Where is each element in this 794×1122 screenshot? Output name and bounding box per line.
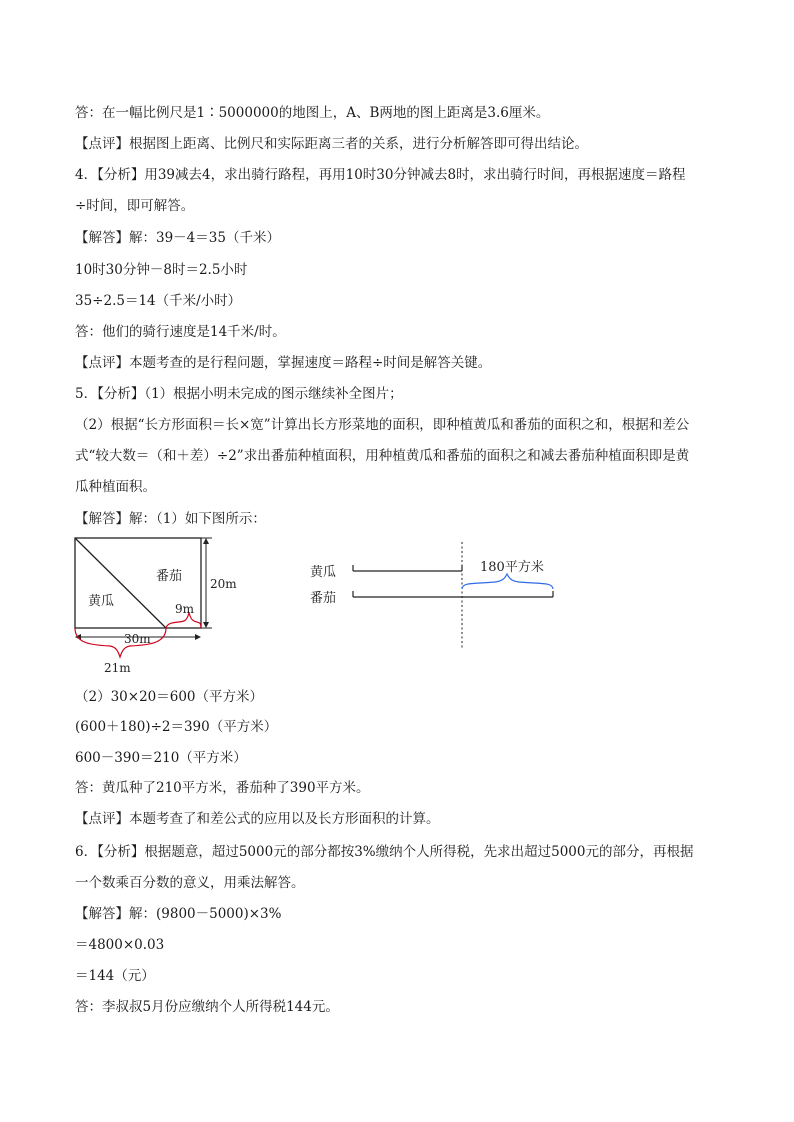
text-line: （2）根据“长方形面积＝长×宽”计算出长方形菜地的面积，即种植黄瓜和番茄的面积之和，根据和差公 — [75, 417, 690, 433]
tomato-label: 番茄 — [156, 569, 183, 584]
text-line: 一个数乘百分数的意义，用乘法解答。 — [75, 875, 305, 891]
text-line: 【点评】本题考查了和差公式的应用以及长方形面积的计算。 — [75, 811, 440, 827]
tomato-label: 番茄 — [310, 591, 337, 606]
line-segment-diagram — [305, 540, 565, 650]
text-line: 4．【分析】用39减去4，求出骑行路程，再用10时30分钟减去8时，求出骑行时间，再根据速度＝路程 — [75, 167, 686, 183]
cucumber-label: 黄瓜 — [88, 594, 115, 609]
height-arrow-head-top — [203, 538, 209, 544]
width-arrow-head-right — [195, 634, 201, 640]
text-line: 答：黄瓜种了210平方米，番茄种了390平方米。 — [75, 780, 370, 796]
width-label: 30m — [124, 632, 151, 646]
text-line: 瓜种植面积。 — [75, 479, 156, 495]
text-line: 式“较大数＝（和＋差）÷2”求出番茄种植面积，用种植黄瓜和番茄的面积之和减去番茄种植面积即是黄 — [75, 448, 690, 464]
height-arrow-head-bottom — [203, 622, 209, 628]
text-line: 6．【分析】根据题意，超过5000元的部分都按3%缴纳个人所得税，先求出超过5000元的部分，再根据 — [75, 844, 694, 860]
diff-label: 180平方米 — [480, 560, 544, 575]
text-line: 【解答】解：（1）如下图所示： — [75, 511, 266, 527]
brace-label: 21m — [104, 661, 131, 675]
text-line: ÷时间，即可解答。 — [75, 198, 195, 214]
diagonal-line — [75, 538, 166, 628]
text-line: （2）30×20＝600（平方米） — [75, 689, 264, 705]
diff-label: 9m — [175, 602, 195, 616]
text-line: 【解答】解：39－4＝35（千米） — [75, 230, 280, 246]
text-line: 【点评】本题考查的是行程问题，掌握速度＝路程÷时间是解答关键。 — [75, 355, 492, 371]
diff-brace — [462, 574, 553, 589]
text-line: 答：他们的骑行速度是14千米/时。 — [75, 324, 286, 340]
height-label: 20m — [210, 577, 237, 591]
text-line: 答：在一幅比例尺是1∶5000000的地图上，A、B两地的图上距离是3.6厘米。 — [75, 105, 550, 121]
text-line: 35÷2.5＝14（千米/小时） — [75, 293, 242, 309]
text-line: 【解答】解：(9800－5000)×3% — [75, 906, 282, 922]
text-line: (600＋180)÷2＝390（平方米） — [75, 719, 278, 735]
text-line: ＝144（元） — [75, 968, 155, 984]
text-line: 答：李叔叔5月份应缴纳个人所得税144元。 — [75, 999, 339, 1015]
sum-brace — [75, 628, 166, 657]
text-line: 10时30分钟－8时＝2.5小时 — [75, 262, 248, 278]
text-line: ＝4800×0.03 — [75, 937, 165, 953]
cucumber-label: 黄瓜 — [310, 565, 337, 580]
text-line: 600－390＝210（平方米） — [75, 750, 247, 766]
rectangle-diagram — [70, 533, 250, 678]
text-line: 【点评】根据图上距离、比例尺和实际距离三者的关系，进行分析解答即可得出结论。 — [75, 136, 588, 152]
text-line: 5．【分析】（1）根据小明未完成的图示继续补全图片； — [75, 386, 403, 402]
